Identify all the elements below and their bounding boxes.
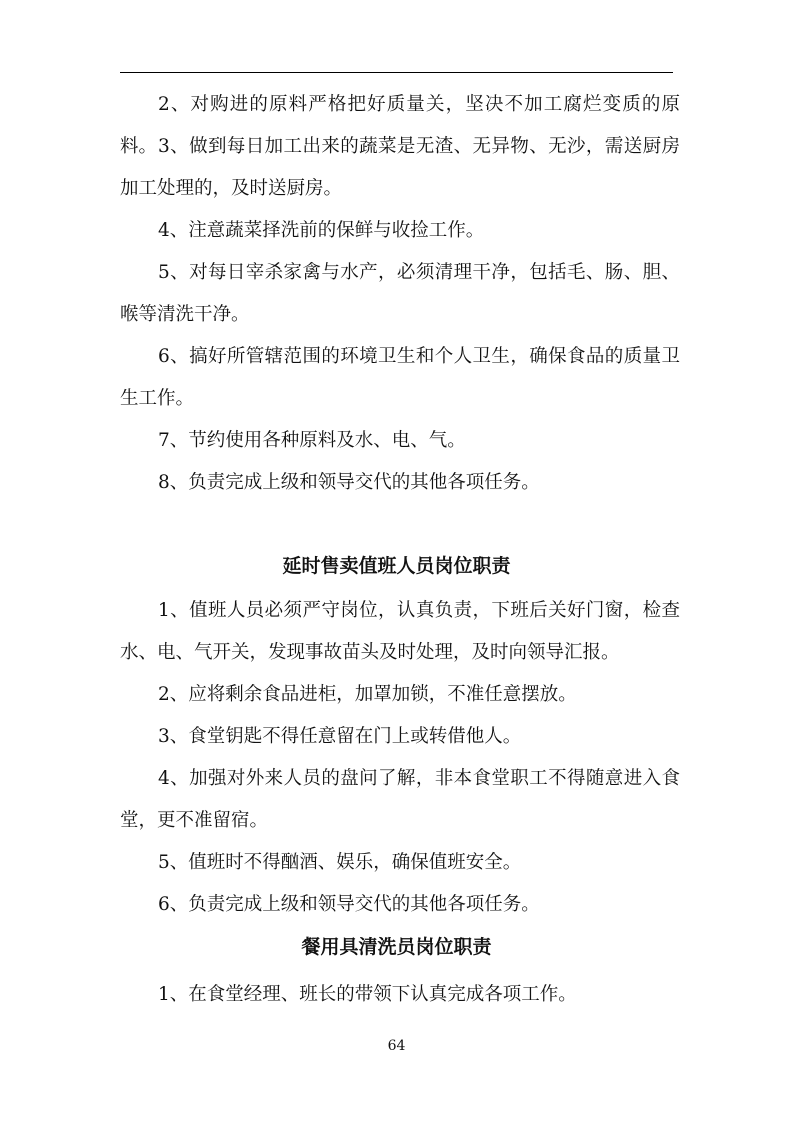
duty-item: 8、负责完成上级和领导交代的其他各项任务。 <box>158 472 540 493</box>
duty-item: 6、负责完成上级和领导交代的其他各项任务。 <box>158 894 540 915</box>
page-number: 64 <box>387 1038 406 1054</box>
duty-item: 4、加强对外来人员的盘问了解，非本食堂职工不得随意进入食堂，更不准留宿。 <box>120 768 680 831</box>
duty-item: 5、对每日宰杀家禽与水产，必须清理干净，包括毛、肠、胆、喉等清洗干净。 <box>120 262 680 325</box>
section-title: 餐用具清洗员岗位职责 <box>301 936 492 958</box>
duty-item: 2、对购进的原料严格把好质量关，坚决不加工腐烂变质的原料。 <box>120 94 680 157</box>
duty-item: 1、在食堂经理、班长的带领下认真完成各项工作。 <box>158 984 577 1005</box>
duty-item: 2、应将剩余食品进柜，加罩加锁，不准任意摆放。 <box>158 684 577 705</box>
duty-item: 4、注意蔬菜择洗前的保鲜与收捡工作。 <box>158 220 485 241</box>
duty-item: 5、值班时不得酗酒、娱乐，确保值班安全。 <box>158 852 522 873</box>
duty-item: 1、值班人员必须严守岗位，认真负责，下班后关好门窗，检查水、电、气开关，发现事故苗头及时处理，及时向领导汇报。 <box>120 600 680 663</box>
duty-item: 3、做到每日加工出来的蔬菜是无渣、无异物、无沙，需送厨房加工处理的，及时送厨房。 <box>120 136 680 199</box>
duty-item: 7、节约使用各种原料及水、电、气。 <box>158 430 466 451</box>
section-title: 延时售卖值班人员岗位职责 <box>282 555 511 577</box>
header-rule <box>120 72 673 73</box>
duty-item: 3、食堂钥匙不得任意留在门上或转借他人。 <box>158 726 522 747</box>
duty-item: 6、搞好所管辖范围的环境卫生和个人卫生，确保食品的质量卫生工作。 <box>120 346 680 409</box>
